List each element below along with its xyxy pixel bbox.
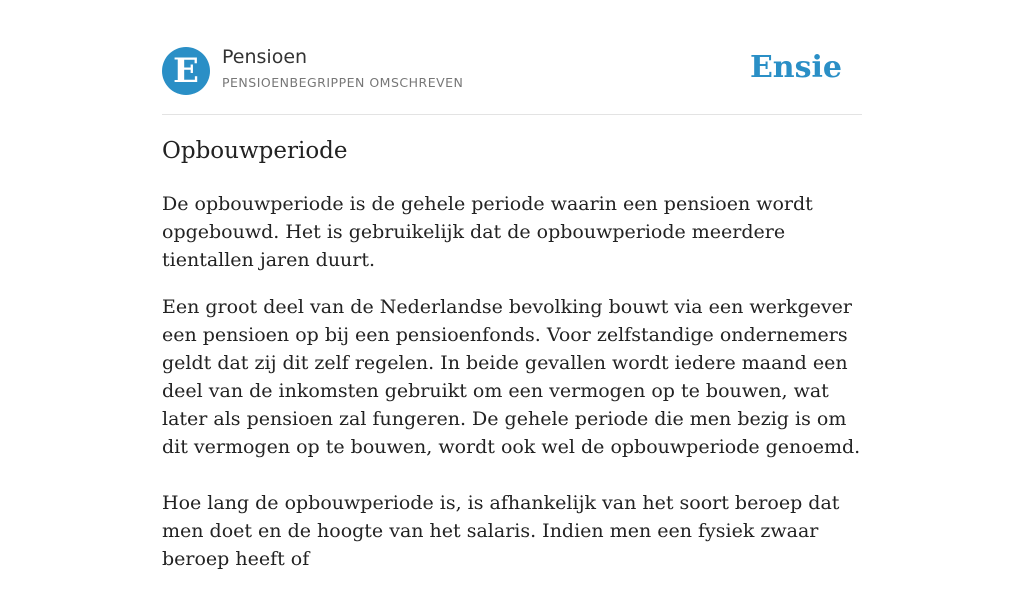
article-body	[162, 190, 862, 592]
ensie-brand-link[interactable]: Ensie	[749, 50, 842, 85]
page-title: Opbouwperiode	[162, 138, 348, 164]
page	[162, 0, 862, 570]
paragraph-1: De opbouwperiode is de gehele periode waarin een pensioen wordt opgebouwd. Het is gebruikelijk dat de opbouwperiode meerdere tientallen jaren duurt.	[162, 193, 813, 271]
site-logo[interactable]: E	[162, 47, 210, 95]
site-subtitle: PENSIOENBEGRIPPEN OMSCHREVEN	[222, 75, 464, 90]
paragraph-3: Hoe lang de opbouwperiode is, is afhankelijk van het soort beroep dat men doet en de hoogte van het salaris. Indien men een fysiek zwaar beroep heeft of	[162, 492, 840, 570]
site-title[interactable]: Pensioen	[222, 46, 308, 68]
site-header	[162, 0, 862, 115]
paragraph-2: Een groot deel van de Nederlandse bevolking bouwt via een werkgever een pensioen op bij een pensioenfonds. Voor zelfstandige ondernemers geldt dat zij dit zelf regelen. In beide gevallen wordt iedere maand een deel van de inkomsten gebruikt om een vermogen op te bouwen, wat later als pensioen zal fungeren. De gehele periode die men bezig is om dit vermogen op te bouwen, wordt ook wel de opbouwperiode genoemd.	[162, 296, 861, 458]
